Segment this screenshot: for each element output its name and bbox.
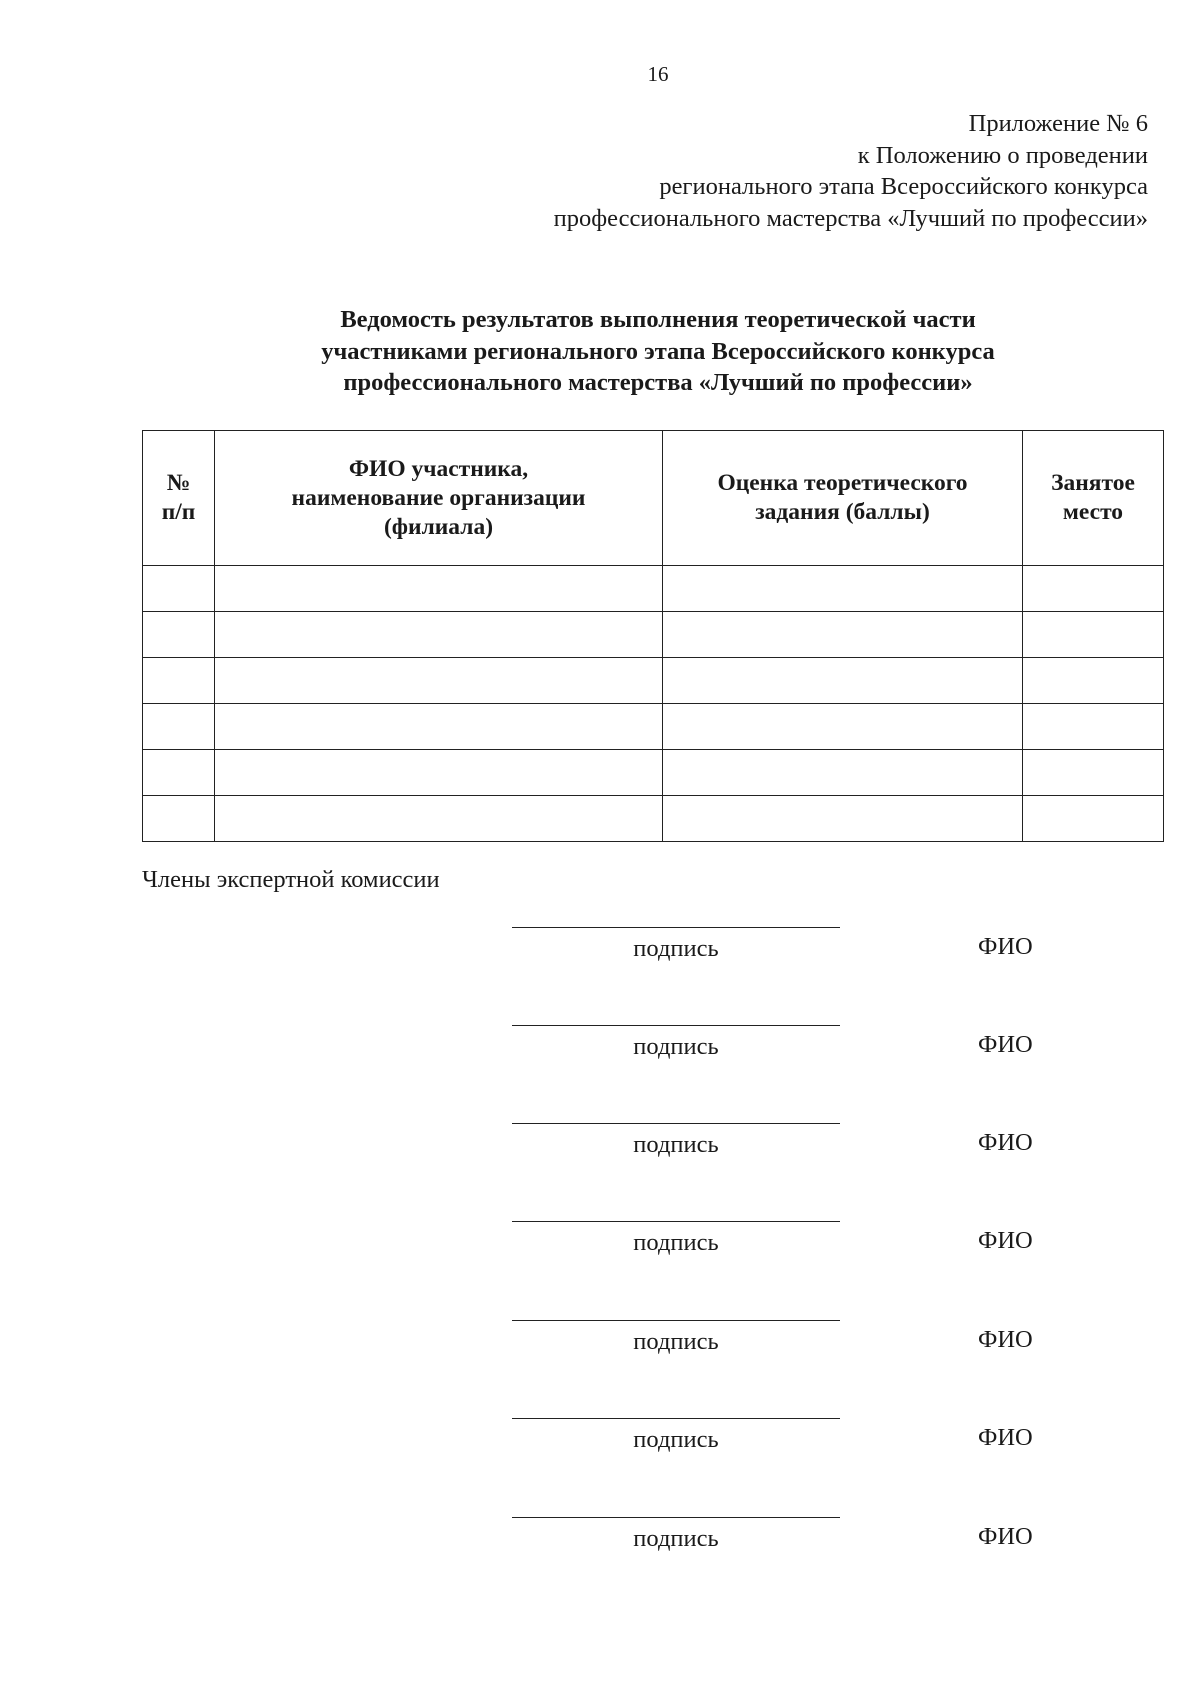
header-score [663, 431, 1023, 566]
signature-name-label: ФИО [978, 1031, 1033, 1058]
cell-place[interactable] [1023, 658, 1164, 704]
signature-line[interactable] [512, 927, 840, 928]
signature-row [0, 1418, 1200, 1468]
signature-line[interactable] [512, 1517, 840, 1518]
cell-score[interactable] [663, 658, 1023, 704]
table-row [143, 750, 1164, 796]
table-header-row [143, 431, 1164, 566]
signature-caption: подпись [633, 1131, 719, 1158]
signature-row [0, 927, 1200, 977]
page-number: 16 [647, 62, 669, 86]
appendix-line: регионального этапа Всероссийского конкурса [659, 173, 1148, 200]
header-text: место [1062, 499, 1124, 525]
signature-name-label: ФИО [978, 1227, 1033, 1254]
header-text: Занятое [1051, 470, 1135, 496]
signature-line[interactable] [512, 1123, 840, 1124]
signature-row [0, 1320, 1200, 1370]
signature-line[interactable] [512, 1221, 840, 1222]
signature-row [0, 1123, 1200, 1173]
title-line: участниками регионального этапа Всероссийского конкурса [321, 337, 995, 365]
appendix-line: Приложение № 6 [968, 110, 1148, 137]
cell-number[interactable] [143, 612, 215, 658]
signature-name-label: ФИО [978, 1523, 1033, 1550]
signature-caption: подпись [633, 1525, 719, 1552]
signature-line[interactable] [512, 1418, 840, 1419]
cell-participant[interactable] [215, 612, 663, 658]
cell-score[interactable] [663, 566, 1023, 612]
header-text: ФИО участника, [348, 455, 529, 482]
header-text: п/п [161, 499, 196, 525]
cell-number[interactable] [143, 750, 215, 796]
appendix-line: к Положению о проведении [857, 141, 1148, 169]
title-line: Ведомость результатов выполнения теоретической части [340, 306, 976, 333]
cell-participant[interactable] [215, 796, 663, 842]
header-text: задания (баллы) [755, 499, 930, 525]
cell-place[interactable] [1023, 612, 1164, 658]
table-row [143, 566, 1164, 612]
cell-participant[interactable] [215, 704, 663, 750]
signature-row [0, 1221, 1200, 1271]
cell-number[interactable] [143, 566, 215, 612]
signature-row [0, 1025, 1200, 1075]
cell-place[interactable] [1023, 796, 1164, 842]
cell-participant[interactable] [215, 750, 663, 796]
header-text: наименование организации [291, 484, 586, 511]
header-text: Оценка теоретического [717, 470, 968, 496]
cell-participant[interactable] [215, 658, 663, 704]
header-place [1023, 431, 1164, 566]
document-title [0, 304, 1200, 399]
signature-line[interactable] [512, 1320, 840, 1321]
cell-score[interactable] [663, 796, 1023, 842]
cell-number[interactable] [143, 704, 215, 750]
cell-participant[interactable] [215, 566, 663, 612]
signature-name-label: ФИО [978, 1424, 1033, 1451]
header-number [143, 431, 215, 566]
signature-row [0, 1517, 1200, 1567]
signature-name-label: ФИО [978, 1326, 1033, 1353]
signature-caption: подпись [633, 1033, 719, 1060]
cell-number[interactable] [143, 658, 215, 704]
cell-score[interactable] [663, 750, 1023, 796]
results-table [142, 430, 1164, 842]
header-text: (филиала) [383, 513, 494, 540]
signature-name-label: ФИО [978, 1129, 1033, 1156]
table-row [143, 612, 1164, 658]
cell-place[interactable] [1023, 750, 1164, 796]
signature-line[interactable] [512, 1025, 840, 1026]
appendix-line: профессионального мастерства «Лучший по профессии» [553, 204, 1148, 232]
table-row [143, 796, 1164, 842]
table-row [143, 658, 1164, 704]
signature-caption: подпись [633, 1229, 719, 1256]
header-participant [215, 431, 663, 566]
signature-caption: подпись [633, 1328, 719, 1355]
title-line: профессионального мастерства «Лучший по профессии» [343, 369, 973, 396]
commission-label: Члены экспертной комиссии [142, 866, 440, 893]
header-text: № [166, 470, 191, 496]
signature-caption: подпись [633, 935, 719, 962]
signature-name-label: ФИО [978, 933, 1033, 960]
table-row [143, 704, 1164, 750]
cell-place[interactable] [1023, 704, 1164, 750]
cell-score[interactable] [663, 612, 1023, 658]
cell-place[interactable] [1023, 566, 1164, 612]
cell-score[interactable] [663, 704, 1023, 750]
cell-number[interactable] [143, 796, 215, 842]
appendix-reference [554, 108, 1148, 234]
signature-caption: подпись [633, 1426, 719, 1453]
